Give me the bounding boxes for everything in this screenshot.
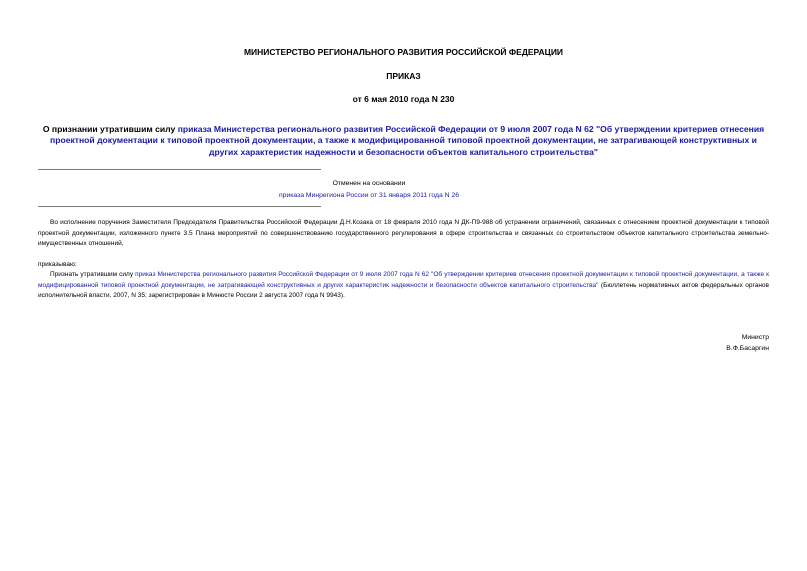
revocation-link[interactable]: приказа Минрегиона России от 31 января 2011 года N 26	[279, 192, 459, 199]
ministry-title: МИНИСТЕРСТВО РЕГИОНАЛЬНОГО РАЗВИТИЯ РОССИЙСКОЙ ФЕДЕРАЦИИ	[243, 47, 564, 57]
preamble-paragraph: Во исполнение поручения Заместителя Председателя Правительства Российской Федерации Д.Н.Козака от 18 февраля 2010 года N ДК-П9-988 об устранении ограничений, связанных с отнесением проектной документации к типовой проектной документации, изложенного пункте 3.5 Плана мероприятий по совершенствованию государственного регулирования в сфере строительства и связанных со строительством объектов капитального строительства земельно-имущественных отношений,	[38, 219, 769, 248]
signatory-name: В.Ф.Басаргин	[726, 345, 769, 352]
signatory-position: Министр	[741, 334, 769, 341]
document-type: ПРИКАЗ	[386, 71, 421, 81]
subject-prefix: О признании утратившим силу	[42, 124, 178, 134]
subject-link[interactable]: приказа Министерства регионального развития Российской Федерации от 9 июля 2007 года N 62 "Об утверждении критериев отнесения проектной документации к типовой проектной документации, а также к модифицированной типовой проектной документации, не затрагивающей конструктивных и других характеристик надежности и безопасности объектов капитального строительства"	[50, 124, 765, 157]
operative-paragraph	[38, 270, 769, 302]
document-subject	[40, 124, 767, 158]
revocation-label: Отменен на основании	[332, 180, 406, 187]
order-word: приказываю:	[38, 261, 77, 268]
operative-prefix: Признать утратившим силу	[50, 271, 136, 278]
operative-link[interactable]: приказ Министерства регионального развития Российской Федерации от 9 июля 2007 года N 62 "Об утверждении критериев отнесения проектной документации к типовой проектной документации, а также к модифицированной типовой проектной документации, не затрагивающей конструктивных и других характеристик надежности и безопасности объектов капитального строительства"	[38, 271, 769, 289]
document-date-number: от 6 мая 2010 года N 230	[352, 94, 455, 104]
divider-bottom	[38, 206, 321, 207]
operative-suffix: (Бюллетень нормативных актов федеральных органов исполнительной власти, 2007, N 35; зарегистрирован в Минюсте России 2 августа 2007 года N 9943).	[38, 281, 769, 300]
divider-top	[38, 169, 321, 170]
